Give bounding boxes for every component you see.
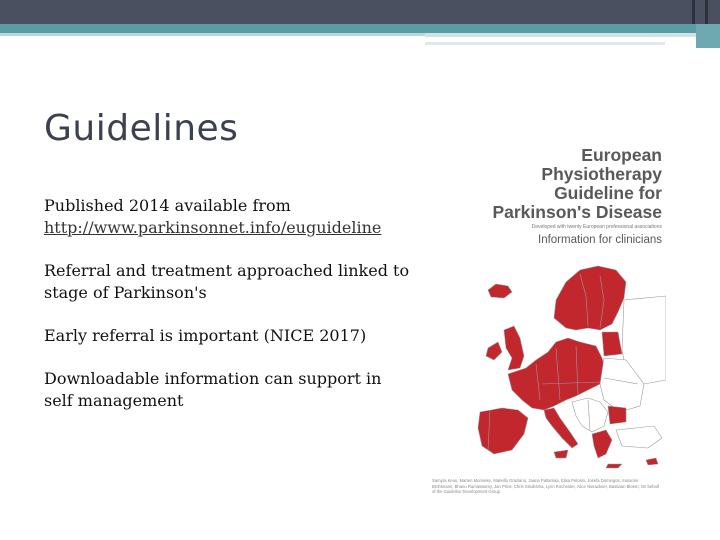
cover-title bbox=[492, 146, 662, 222]
accent-stripe-light bbox=[425, 33, 720, 37]
accent-stripe-light bbox=[0, 33, 425, 36]
slide-title: Guidelines bbox=[44, 108, 239, 149]
cover-subtitle: Developed with twenty European professional associations bbox=[531, 224, 662, 230]
bullet-published bbox=[44, 195, 414, 239]
accent-stripe-thin bbox=[425, 42, 665, 45]
accent-corner bbox=[696, 24, 720, 48]
bullet-early-referral: Early referral is important (NICE 2017) bbox=[44, 326, 367, 345]
header-bar bbox=[0, 0, 720, 24]
cover-title-line: Guideline for bbox=[554, 183, 662, 203]
cover-title-line: European bbox=[581, 145, 662, 165]
guideline-cover-image bbox=[426, 140, 666, 510]
bullet-downloadable: Downloadable information can support in self management bbox=[44, 369, 382, 410]
accent-stripe bbox=[0, 24, 720, 33]
cover-info: Information for clinicians bbox=[538, 234, 662, 246]
europe-map-icon bbox=[476, 260, 666, 475]
header-edge-mark bbox=[705, 0, 708, 24]
cover-title-line: Physiotherapy bbox=[541, 164, 662, 184]
header-edge-mark bbox=[692, 0, 695, 24]
bullet-text: Published 2014 available from bbox=[44, 196, 291, 215]
guideline-link[interactable]: http://www.parkinsonnet.info/euguideline bbox=[44, 218, 382, 237]
cover-title-line: Parkinson's Disease bbox=[492, 202, 662, 222]
bullet-referral: Referral and treatment approached linked to stage of Parkinson's bbox=[44, 261, 410, 302]
slide-body bbox=[44, 195, 414, 433]
cover-credits: Samyra Keus, Marten Munneke, Mariella Graziano, Jaana Paltamaa, Elisa Pelosin, Josefa Domingos, Susanne Brühlmann, Bhanu Ramaswamy, Jan Prins, Chris Struiksma, Lynn Rochester, Alice Nieuwboer, Bastiaan Bloem; On behalf of the Guideline Development Group bbox=[432, 478, 659, 494]
